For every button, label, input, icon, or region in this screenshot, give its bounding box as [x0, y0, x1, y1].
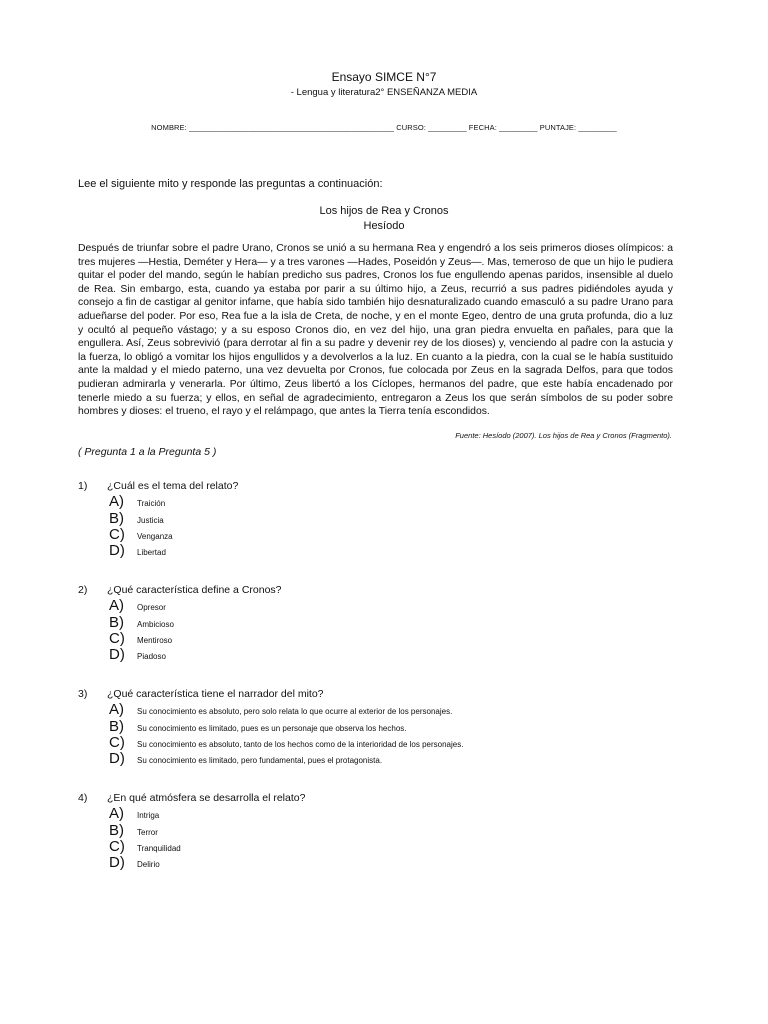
- question-text: ¿En qué atmósfera se desarrolla el relato?: [107, 792, 306, 804]
- student-info-fields: NOMBRE: ________________________________________________ CURSO: _________ FECHA: _________ PUNTAJE: _________: [151, 123, 617, 132]
- option-text: Venganza: [137, 532, 173, 541]
- story-body: Después de triunfar sobre el padre Urano, Cronos se unió a su hermana Rea y engendró a los seis primeros dioses olímpicos: a tres mujeres —Hestia, Deméter y Hera— y a tres varones —Hades, Poseidón y Zeus—. Mas, temeroso de que un hijo le pudiera quitar el poder del mando, según le habían predicho sus padres, Cronos los fue engullendo apenas paridos, insensible al duelo de Rea. Sin embargo, esta, cuando ya estaba por parir a su último hijo, a Zeus, recurrió a sus padres pidiéndoles ayuda y consejo a fin de castigar al genitor infame, que había sido también hijo desnaturalizado cuando emasculó a su padre Urano para adueñarse del poder. Por eso, Rea fue a la isla de Creta, de noche, y en el monte Egeo, dentro de una gruta profunda, dio a luz y ocultó al pequeño vástago; y a su esposo Cronos dio, en vez del hijo, una gran piedra envuelta en pañales, para que la engullera. Así, Zeus sobrevivió (para derrotar al fin a su padre y devenir rey de los dioses) y, venciendo al padre con la astucia y la fuerza, lo obligó a vomitar los hijos engullidos y a devolverlos a la luz. En cuanto a la piedra, con la cual se le había sustituido ante la maldad y el miedo paterno, una vez devuelta por Cronos, fue colocada por Zeus en la sagrada Delfos, para que todos pudieran admirarla y venerarla. Por último, Zeus libertó a los Cíclopes, hermanos del padre, que este había encadenado por tenerle miedo a su fuerza; y ellos, en señal de agradecimiento, entregaron a Zeus los que serán símbolos de su poder sobre hombres y dioses: el trueno, el rayo y el relámpago, que antes la Tierra tenía escondidos.: [78, 243, 673, 418]
- option-text: Su conocimiento es limitado, pues es un personaje que observa los hechos.: [137, 724, 407, 733]
- option-text: Su conocimiento es limitado, pero fundamental, pues el protagonista.: [137, 756, 383, 765]
- document-title: Ensayo SIMCE N°7: [331, 70, 437, 84]
- option-text: Su conocimiento es absoluto, tanto de los hechos como de la interioridad de los personajes.: [137, 740, 464, 749]
- story-title: Los hijos de Rea y Cronos: [319, 205, 449, 217]
- question-text: ¿Qué característica define a Cronos?: [107, 584, 282, 596]
- option-text: Su conocimiento es absoluto, pero solo relata lo que ocurre al exterior de los personajes.: [137, 707, 453, 716]
- option-letter: D): [109, 646, 125, 663]
- option-text: Terror: [137, 828, 158, 837]
- option-letter: D): [109, 750, 125, 767]
- option-letter: B): [109, 822, 124, 839]
- option-letter: C): [109, 734, 125, 751]
- question-range: ( Pregunta 1 a la Pregunta 5 ): [78, 446, 217, 458]
- option-text: Intriga: [137, 811, 160, 820]
- question-number: 4): [78, 792, 88, 804]
- option-text: Delirio: [137, 860, 160, 869]
- question-text: ¿Cuál es el tema del relato?: [107, 480, 239, 492]
- option-text: Ambicioso: [137, 620, 174, 629]
- option-text: Opresor: [137, 603, 166, 612]
- document-subtitle: - Lengua y literatura2° ENSEÑANZA MEDIA: [290, 87, 478, 98]
- question-number: 1): [78, 480, 88, 492]
- option-letter: B): [109, 718, 124, 735]
- option-text: Traición: [137, 499, 166, 508]
- question-number: 3): [78, 688, 88, 700]
- question-number: 2): [78, 584, 88, 596]
- story-author: Hesíodo: [363, 220, 405, 232]
- option-text: Piadoso: [137, 652, 166, 661]
- option-letter: C): [109, 630, 125, 647]
- option-text: Tranquilidad: [137, 844, 181, 853]
- option-letter: B): [109, 510, 124, 527]
- option-letter: A): [109, 701, 124, 718]
- option-letter: D): [109, 542, 125, 559]
- option-letter: A): [109, 597, 124, 614]
- option-text: Mentiroso: [137, 636, 173, 645]
- option-text: Justicia: [137, 516, 164, 525]
- instructions: Lee el siguiente mito y responde las preguntas a continuación:: [78, 178, 383, 190]
- story-source: Fuente: Hesíodo (2007). Los hijos de Rea y Cronos (Fragmento).: [455, 431, 672, 440]
- option-letter: C): [109, 526, 125, 543]
- option-letter: A): [109, 805, 124, 822]
- option-letter: D): [109, 854, 125, 871]
- question-text: ¿Qué característica tiene el narrador del mito?: [107, 688, 324, 700]
- option-letter: B): [109, 614, 124, 631]
- option-text: Libertad: [137, 548, 166, 557]
- option-letter: A): [109, 493, 124, 510]
- option-letter: C): [109, 838, 125, 855]
